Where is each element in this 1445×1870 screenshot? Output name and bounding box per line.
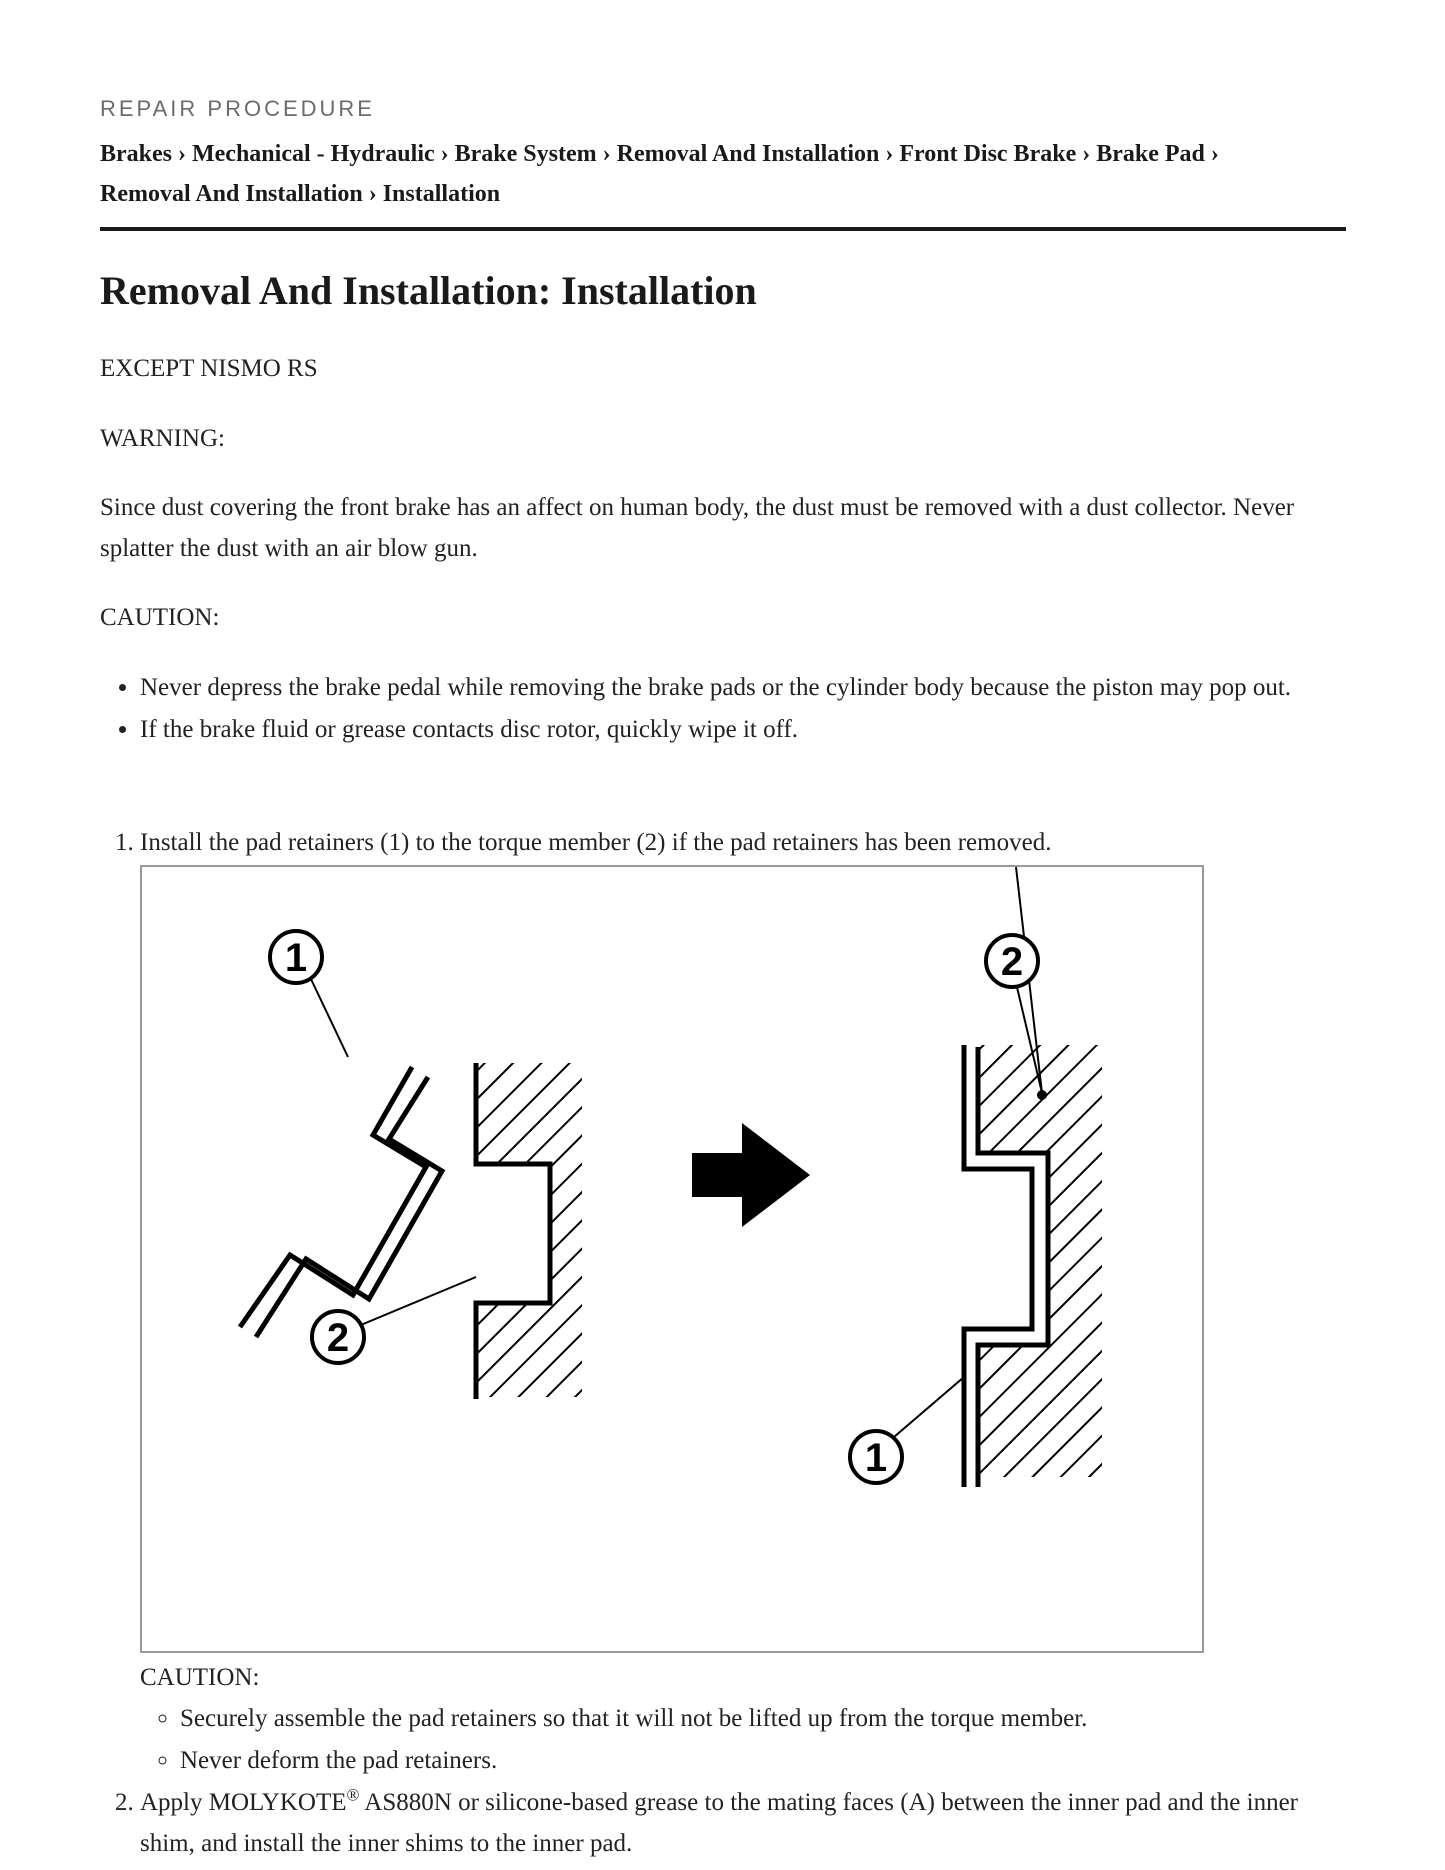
breadcrumb-item-brake-system[interactable]: Brake System: [454, 141, 597, 167]
step-item: [140, 1782, 1346, 1864]
breadcrumb-item-front-disc-brake[interactable]: Front Disc Brake: [899, 141, 1077, 167]
doc-kicker: REPAIR PROCEDURE: [100, 96, 375, 121]
pad-retainer-diagram: [142, 867, 1202, 1651]
step-item: [140, 822, 1346, 1782]
caution-item: • If the brake fluid or grease contacts disc rotor, quickly wipe it off.: [140, 709, 1346, 750]
callout-label: 1: [864, 1436, 888, 1480]
installation-steps: [100, 822, 1346, 1864]
breadcrumb-item-removal-and-installation-2[interactable]: Removal And Installation: [100, 181, 363, 207]
callout-label: 1: [284, 936, 308, 980]
torque-member-right: [978, 1037, 1108, 1487]
header-divider: [100, 227, 1346, 231]
direction-arrow-icon: [692, 1123, 810, 1227]
arrow-right-icon: [686, 867, 742, 1197]
breadcrumb-separator: ›: [602, 141, 611, 167]
step-caution-item: ◦ Never deform the pad retainers.: [180, 1740, 1346, 1782]
breadcrumb-item-mechanical-hydraulic[interactable]: Mechanical - Hydraulic: [192, 141, 435, 167]
pad-retainer-left: [240, 1067, 442, 1337]
warning-label: WARNING:: [100, 425, 225, 452]
breadcrumb-item-installation[interactable]: Installation: [382, 181, 501, 207]
breadcrumb-separator: ›: [178, 141, 186, 167]
torque-member-left: [476, 1057, 586, 1407]
page-title: Removal And Installation: Installation: [100, 268, 757, 313]
breadcrumb: [100, 134, 1346, 214]
callout-label: 2: [1000, 940, 1024, 984]
caution-item: • Never depress the brake pedal while removing the brake pads or the cylinder body because the piston may pop out.: [140, 667, 1346, 708]
breadcrumb-separator: ›: [368, 181, 377, 207]
warning-text: Since dust covering the front brake has an affect on human body, the dust must be removed with a dust collector. Never splatter the dust with an air blow gun.: [100, 494, 1295, 562]
breadcrumb-separator: ›: [885, 141, 894, 167]
step-caution-label: CAUTION:: [140, 1664, 260, 1691]
pad-retainer-figure: [140, 865, 1204, 1653]
breadcrumb-item-brakes[interactable]: Brakes: [100, 141, 172, 167]
step-caution-item: ◦ Securely assemble the pad retainers so that it will not be lifted up from the torque member.: [180, 1698, 1346, 1740]
caution-label: CAUTION:: [100, 604, 220, 631]
registered-mark: ®: [346, 1785, 360, 1805]
breadcrumb-separator: ›: [1210, 141, 1219, 167]
caution-list: [100, 667, 1346, 751]
step-text-after: AS880N or silicone-based grease to the mating faces (A) between the inner pad and the inner shim, and install the inner shims to the inner pad.: [140, 1789, 1299, 1857]
section-label: EXCEPT NISMO RS: [100, 355, 318, 382]
breadcrumb-separator: ›: [440, 141, 449, 167]
breadcrumb-item-brake-pad[interactable]: Brake Pad: [1096, 141, 1205, 167]
callout-2-left: [312, 1277, 476, 1363]
callout-label: 2: [326, 1316, 350, 1360]
step-text-before: Apply MOLYKOTE: [140, 1789, 347, 1816]
callout-1-left: [270, 931, 348, 1057]
step-text: Install the pad retainers (1) to the torque member (2) if the pad retainers has been removed.: [140, 829, 1052, 856]
breadcrumb-item-removal-and-installation[interactable]: Removal And Installation: [616, 141, 880, 167]
step-caution-list: [140, 1698, 1346, 1782]
callout-1-right: [850, 1377, 964, 1483]
breadcrumb-separator: ›: [1082, 141, 1091, 167]
